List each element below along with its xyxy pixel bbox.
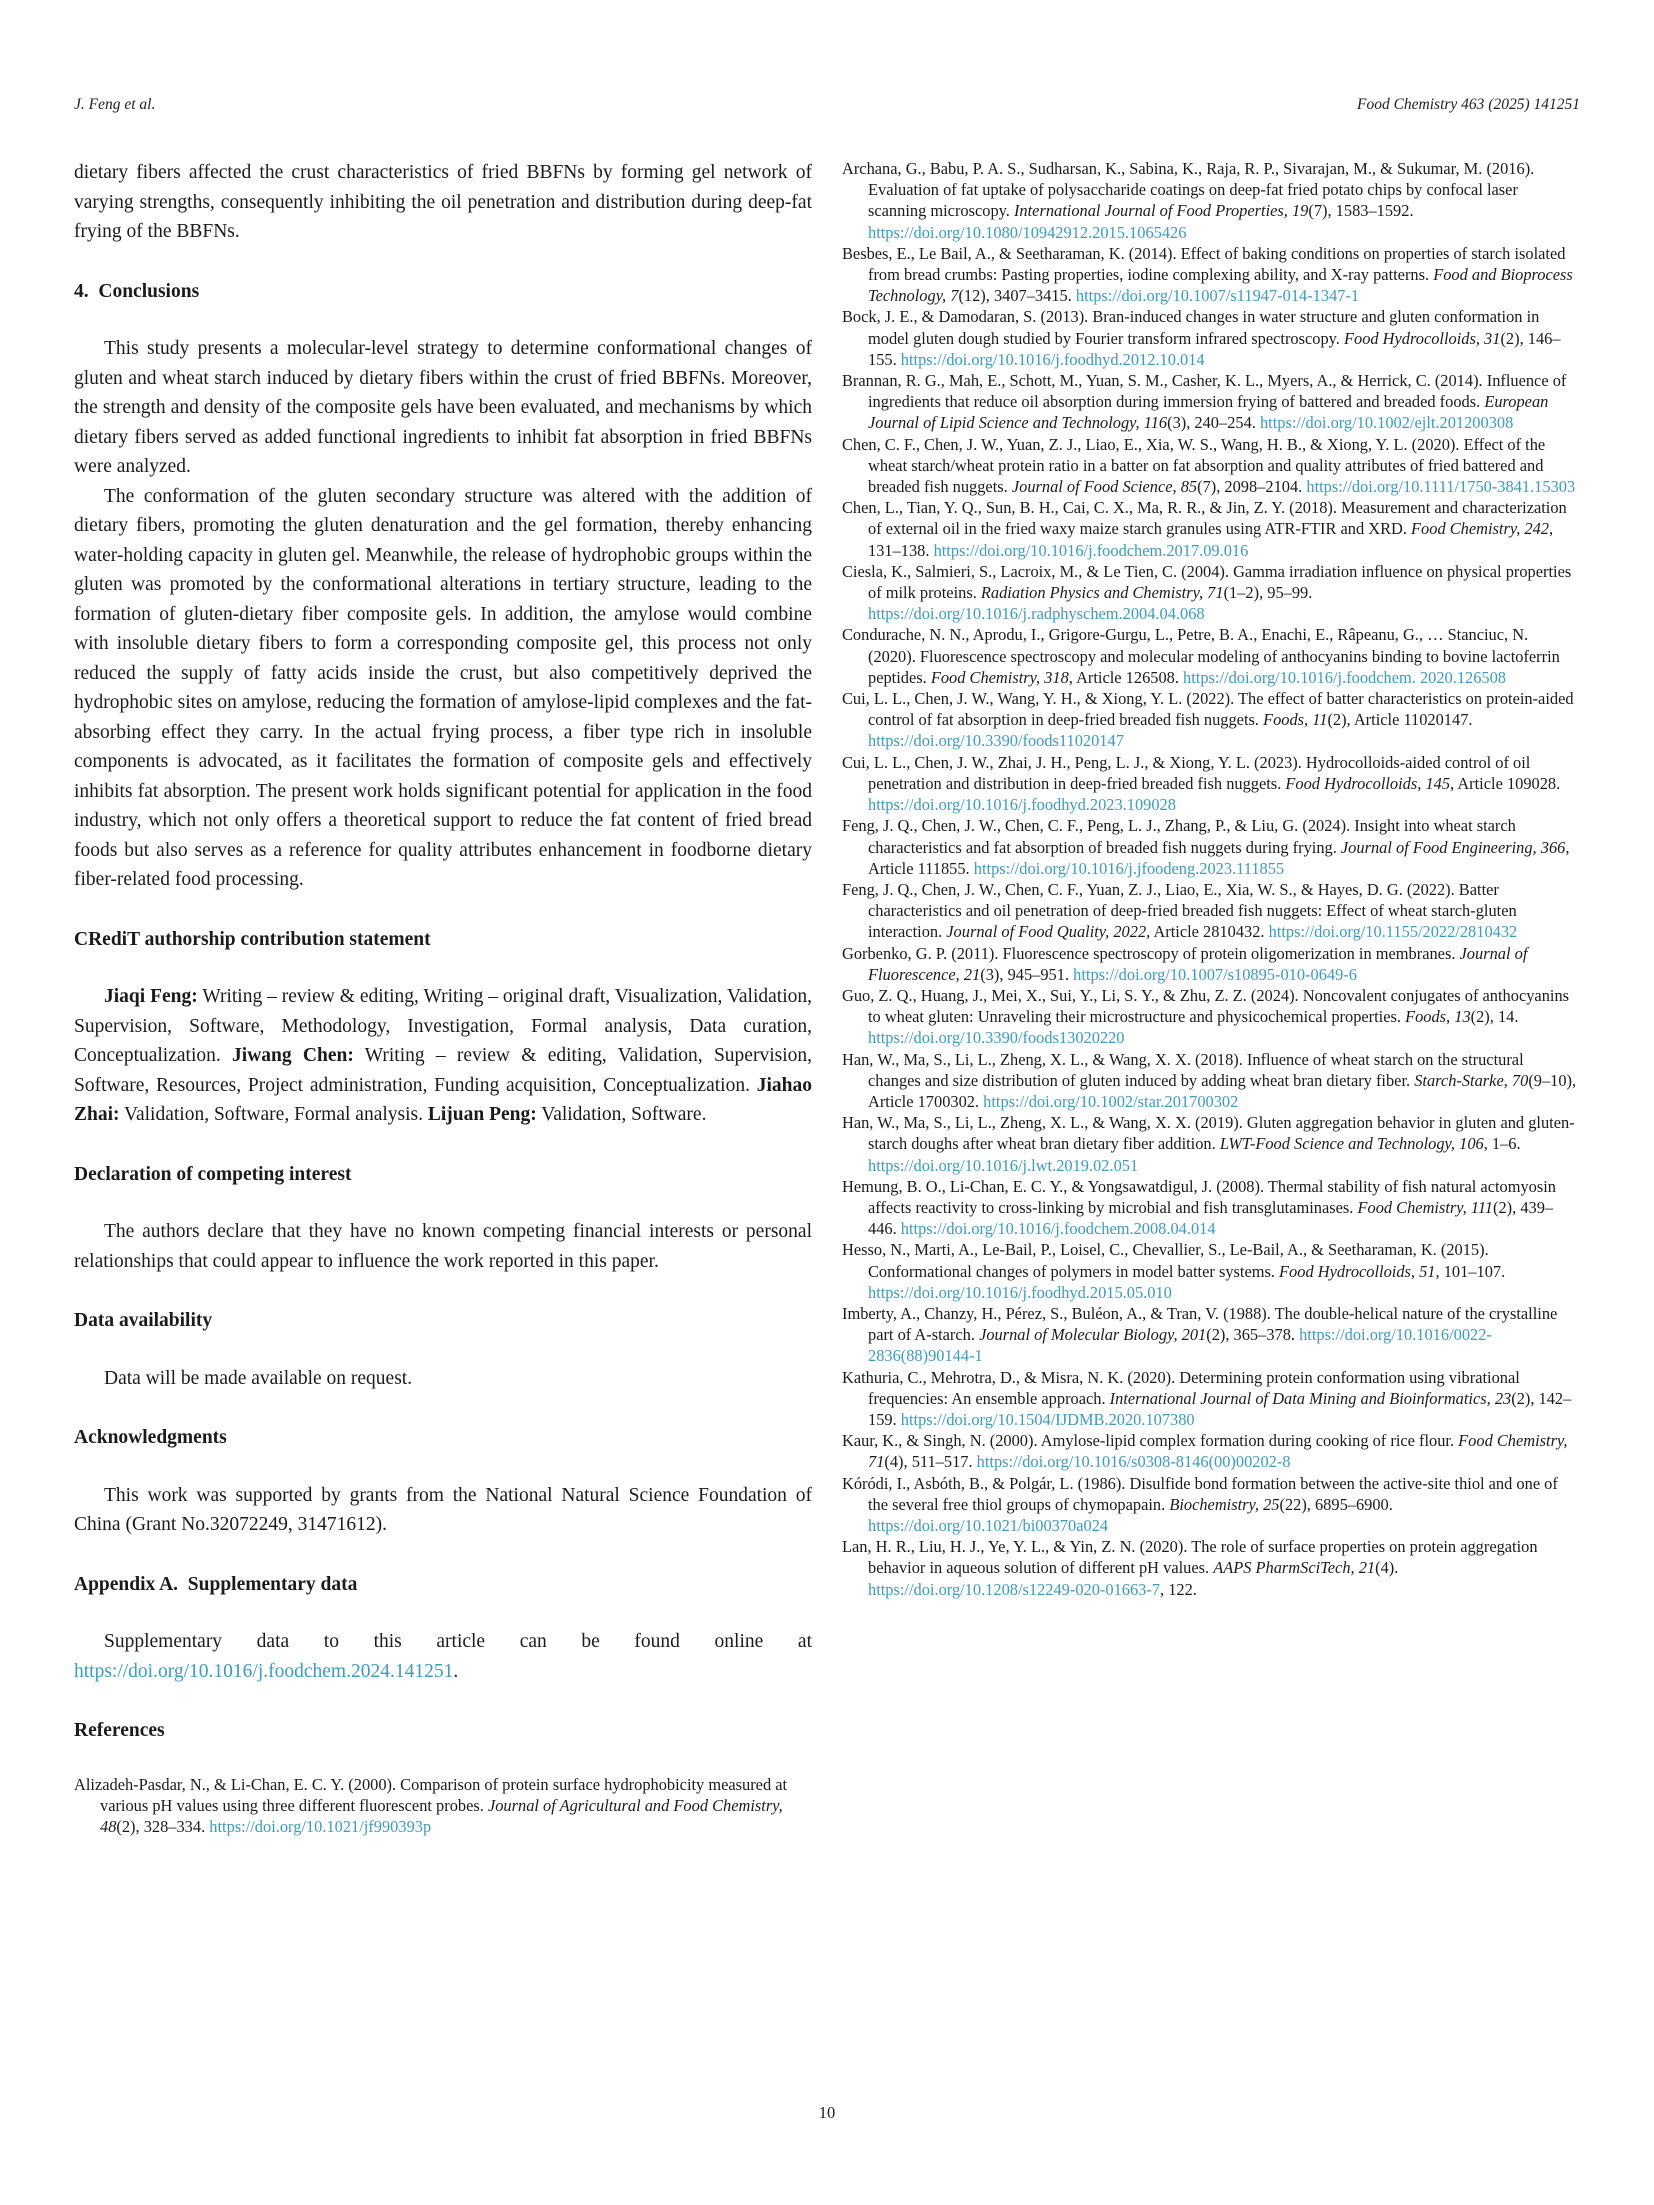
text-run: Lan, H. R., Liu, H. J., Ye, Y. L., & Yin, Z. N. (2020). The role of surface properties on protein aggregation behavior in aqueous solution of different pH values. — [842, 1537, 1538, 1578]
text-run: (3), 945–951. — [980, 964, 1074, 984]
text-run: Journal of Food Science, 85 — [1011, 477, 1198, 497]
doi-link[interactable]: https://doi.org/10.1080/10942912.2015.1065426 — [868, 222, 1187, 242]
text-run: (7), 2098–2104. — [1197, 477, 1307, 497]
text-run: International Journal of Food Properties, 19 — [1013, 201, 1309, 221]
text-run: (3), 240–254. — [1167, 413, 1260, 433]
text-run: Kaur, K., & Singh, N. (2000). Amylose-lipid complex formation during cooking of rice flour. — [842, 1431, 1459, 1451]
text-run: Validation, Software, Formal analysis. — [119, 1104, 428, 1125]
section-heading: Acknowledgments — [74, 1427, 227, 1448]
text-run: Chen, L., Tian, Y. Q., Sun, B. H., Cai, C. X., Ma, R. R., & Jin, Z. Y. (2018). Measurement and characterization of external oil in the fried waxy maize starch granules using ATR-FTIR and XRD. — [842, 498, 1567, 539]
text-run: , Article 111855. — [868, 837, 1570, 878]
text-run: Writing – review & editing, Validation, Supervision, Software, Resources, Project administration, Funding acquisition, Conceptualization. — [74, 1045, 812, 1096]
doi-link[interactable]: https://doi.org/10.1016/j.foodchem.2017.09.016 — [933, 540, 1249, 560]
reference-entry — [842, 815, 1580, 879]
text-run: (2), Article 11020147. — [1327, 710, 1473, 730]
doi-link[interactable]: https://doi.org/10.3390/foods11020147 — [868, 731, 1124, 751]
text-run: The authors declare that they have no known competing financial interests or personal relationships that could appear to influence the work reported in this paper. — [74, 1221, 812, 1272]
text-run: Journal of Molecular Biology, 201 — [979, 1325, 1207, 1345]
reference-entry — [842, 1239, 1580, 1303]
text-run: . — [453, 1660, 459, 1682]
section-heading: 4. Conclusions — [74, 280, 200, 302]
reference-entry — [842, 879, 1580, 943]
doi-link[interactable]: https://doi.org/10.1016/j.jfoodeng.2023.111855 — [973, 858, 1285, 878]
reference-entry — [842, 497, 1580, 561]
reference-entry — [74, 1774, 812, 1838]
doi-link[interactable]: https://doi.org/10.1016/j.foodchem. 2020.126508 — [1183, 667, 1506, 687]
text-run: Feng, J. Q., Chen, J. W., Chen, C. F., Peng, L. J., Zhang, P., & Liu, G. (2024). Insight into wheat starch characteristics and fat absorption of breaded fish nuggets during frying. — [842, 816, 1516, 857]
doi-link[interactable]: https://doi.org/10.1155/2022/2810432 — [1268, 922, 1518, 942]
reference-entry — [842, 561, 1580, 625]
text-run: Han, W., Ma, S., Li, L., Zheng, X. L., & Wang, X. X. (2019). Gluten aggregation behavior in gluten and gluten-starch doughs after wheat bran dietary fiber addition. — [842, 1113, 1575, 1154]
text-run: Food Hydrocolloids, 51 — [1279, 1261, 1436, 1281]
body-paragraph — [74, 1364, 812, 1394]
text-run: Food and Bioprocess Technology, 7 — [868, 265, 1573, 306]
text-run: Han, W., Ma, S., Li, L., Zheng, X. L., & Wang, X. X. (2018). Influence of wheat starch on the structural changes and size distribution of gluten induced by adding wheat bran dietary fiber. — [842, 1049, 1524, 1090]
section-heading: References — [74, 1720, 165, 1741]
text-run: (12), 3407–3415. — [958, 286, 1076, 306]
doi-link[interactable]: https://doi.org/10.1007/s11947-014-1347-1 — [1075, 286, 1360, 306]
text-run: Bock, J. E., & Damodaran, S. (2013). Bran-induced changes in water structure and gluten conformation in model gluten dough studied by Fourier transform infrared spectroscopy. — [842, 307, 1540, 348]
right-column — [842, 158, 1580, 1837]
text-run: Chen, C. F., Chen, J. W., Yuan, Z. J., Liao, E., Xia, W. S., Wang, H. B., & Xiong, Y. L. (2020). Effect of the wheat starch/wheat protein ratio in a batter on fat absorption and quality attributes of fried battered and breaded fish nuggets. — [842, 434, 1546, 497]
reference-entry — [842, 624, 1580, 688]
body-paragraph — [74, 482, 812, 895]
text-run: (4), 511–517. — [884, 1452, 977, 1472]
reference-entry — [842, 1473, 1580, 1537]
text-run: (2), 14. — [1470, 1007, 1519, 1027]
doi-link[interactable]: https://doi.org/10.1111/1750-3841.15303 — [1306, 477, 1576, 497]
text-run: (2), 142–159. — [868, 1388, 1572, 1429]
text-run: Jiwang Chen: — [232, 1045, 354, 1066]
text-run: Food Hydrocolloids, 31 — [1343, 328, 1501, 348]
reference-entry — [842, 985, 1580, 1049]
text-run: (2), 365–378. — [1206, 1325, 1300, 1345]
running-author: J. Feng et al. — [74, 96, 156, 113]
section-heading: Declaration of competing interest — [74, 1163, 352, 1185]
page-header — [74, 96, 1580, 114]
text-run: Jiahao Zhai: — [74, 1074, 812, 1125]
doi-link[interactable]: https://doi.org/10.3390/foods13020220 — [868, 1028, 1125, 1048]
text-run: Validation, Software. — [536, 1104, 707, 1125]
text-run: Imberty, A., Chanzy, H., Pérez, S., Buléon, A., & Tran, V. (1988). The double-helical nature of the crystalline part of A-starch. — [842, 1303, 1558, 1345]
text-run: Food Chemistry, 111 — [1357, 1197, 1494, 1217]
text-run: , Article 109028. — [1450, 773, 1561, 793]
doi-link[interactable]: https://doi.org/10.1016/j.foodhyd.2015.05.010 — [868, 1282, 1172, 1302]
text-run: Food Hydrocolloids, 145 — [1285, 773, 1451, 793]
doi-link[interactable]: https://doi.org/10.1016/j.foodhyd.2012.10.014 — [900, 349, 1205, 369]
reference-entry — [842, 1049, 1580, 1113]
text-run: Foods, 13 — [1405, 1007, 1471, 1027]
doi-link[interactable]: https://doi.org/10.1021/jf990393p — [209, 1816, 432, 1836]
reference-entry — [842, 1176, 1580, 1240]
doi-link[interactable]: https://doi.org/10.1016/j.foodchem.2008.04.014 — [900, 1219, 1216, 1239]
reference-entry — [842, 1303, 1580, 1367]
text-run: Journal of Food Quality, 2022 — [946, 922, 1147, 942]
text-run: International Journal of Data Mining and Bioinformatics, 23 — [1109, 1388, 1512, 1408]
text-run: Brannan, R. G., Mah, E., Schott, M., Yuan, S. M., Casher, K. L., Myers, A., & Herrick, C. (2014). Influence of ingredients that reduce oil absorption during immersion frying of battered and breaded foods. — [842, 371, 1567, 412]
text-run: Guo, Z. Q., Huang, J., Mei, X., Sui, Y., Li, S. Y., & Zhu, Z. Z. (2024). Noncovalent conjugates of anthocyanins to wheat gluten: Unraveling their microstructure and physicochemical properties. — [842, 985, 1570, 1027]
doi-link[interactable]: https://doi.org/10.1007/s10895-010-0649-6 — [1073, 964, 1357, 984]
text-run: (2), 439–446. — [868, 1197, 1554, 1239]
body-paragraph — [74, 1217, 812, 1276]
reference-entry — [842, 752, 1580, 816]
text-run: Biochemistry, 25 — [1169, 1494, 1280, 1514]
doi-link[interactable]: https://doi.org/10.1016/s0308-8146(00)00202-8 — [976, 1452, 1291, 1472]
body-paragraph — [74, 1627, 812, 1686]
reference-entry — [842, 243, 1580, 307]
body-paragraph — [74, 982, 812, 1130]
text-run: Ciesla, K., Salmieri, S., Lacroix, M., & Le Tien, C. (2004). Gamma irradiation influence on physical properties of milk proteins. — [842, 561, 1572, 603]
text-run: (2), 146–155. — [868, 328, 1561, 369]
text-run: Alizadeh-Pasdar, N., & Li-Chan, E. C. Y. (2000). Comparison of protein surface hydrophobicity measured at various pH values using three different fluorescent probes. — [74, 1774, 788, 1815]
reference-entry — [842, 306, 1580, 370]
reference-entry — [842, 1112, 1580, 1176]
text-run: dietary fibers affected the crust characteristics of fried BBFNs by forming gel network of varying strengths, consequently inhibiting the oil penetration and distribution during deep-fat frying of the BBFNs. — [74, 162, 812, 242]
reference-entry — [842, 688, 1580, 752]
reference-entry — [842, 1430, 1580, 1472]
text-run: Data will be made available on request. — [104, 1367, 413, 1389]
text-run: Kóródi, I., Asbóth, B., & Polgár, L. (1986). Disulfide bond formation between the active-site thiol and one of the several free thiol groups of chymopapain. — [842, 1473, 1558, 1514]
reference-entry — [842, 1367, 1580, 1431]
text-run: AAPS PharmSciTech, 21 — [1213, 1558, 1376, 1578]
doi-link[interactable]: https://doi.org/10.1208/s12249-020-01663-7 — [868, 1579, 1160, 1599]
doi-link[interactable]: https://doi.org/10.1021/bi00370a024 — [868, 1516, 1109, 1535]
doi-link[interactable]: https://doi.org/10.1016/j.radphyschem.2004.04.068 — [868, 604, 1205, 624]
text-run: LWT-Food Science and Technology, 106 — [1219, 1134, 1484, 1154]
text-run: Journal of Agricultural and Food Chemistry, 48 — [100, 1795, 783, 1836]
text-run: Food Chemistry, 71 — [868, 1431, 1568, 1472]
reference-entry — [842, 370, 1580, 434]
text-run: Radiation Physics and Chemistry, 71 — [980, 583, 1224, 603]
text-run: , Article 126508. — [1068, 667, 1184, 687]
text-run: Besbes, E., Le Bail, A., & Seetharaman, K. (2014). Effect of baking conditions on properties of starch isolated from bread crumbs: Pasting properties, iodine complexing ability, and X-ray patterns. — [842, 243, 1566, 285]
reference-entry — [842, 434, 1580, 498]
body-paragraph — [74, 334, 812, 482]
text-run: Food Chemistry, 318 — [930, 667, 1069, 687]
section-heading: CRediT authorship contribution statement — [74, 928, 431, 950]
body-paragraph — [74, 158, 812, 247]
text-run: Journal of Food Engineering, 366 — [1340, 837, 1566, 857]
doi-link[interactable]: https://doi.org/10.1016/0022-2836(88)90144-1 — [868, 1325, 1492, 1366]
text-run: Lijuan Peng: — [427, 1104, 537, 1125]
text-run: The conformation of the gluten secondary structure was altered with the addition of dietary fibers, promoting the gluten denaturation and the gel formation, thereby enhancing water-holding capacity in gluten gel. Meanwhile, the release of hydrophobic groups within the gluten was promoted by the conformational alterations in tertiary structure, leading to the formation of gluten-dietary fiber composite gels. In addition, the amylose would combine with insoluble dietary fibers to form a corresponding composite gel, this process not only reduced the supply of fatty acids inside the crust, but also competitively deprived the hydrophobic sites on amylose, reducing the formation of amylose-lipid complexes and the fat-absorbing effect they carry. In the actual frying process, a fiber type rich in insoluble components is advocated, as it facilitates the formation of composite gels and effectively inhibits fat absorption. The present work holds significant potential for application in the food industry, which not only offers a theoretical support to reduce the fat content of fried bread foods but also serves as a reference for quality attributes enhancement in foodborne dietary fiber-related food processing. — [74, 485, 812, 890]
text-run: Archana, G., Babu, P. A. S., Sudharsan, K., Sabina, K., Raja, R. P., Sivarajan, M., & Sukumar, M. (2016). Evaluation of fat uptake of polysaccharide coatings on deep-fat fried potato chips by confocal laser scanning microscopy. — [842, 159, 1535, 221]
text-run: Writing – review & editing, Writing – original draft, Visualization, Validation, Supervision, Software, Methodology, Investigation, Formal analysis, Data curation, Conceptualization. — [74, 986, 812, 1066]
text-run: European Journal of Lipid Science and Technology, 116 — [868, 392, 1549, 433]
text-run: (1–2), 95–99. — [1223, 583, 1313, 603]
doi-link[interactable]: https://doi.org/10.1002/star.201700302 — [983, 1091, 1239, 1111]
text-run: Hesso, N., Marti, A., Le-Bail, P., Loisel, C., Chevallier, S., Le-Bail, A., & Seetharaman, K. (2015). Conformational changes of polymers in model batter systems. — [842, 1240, 1489, 1281]
doi-link[interactable]: https://doi.org/10.1016/j.foodchem.2024.141251 — [74, 1660, 454, 1682]
text-run: Jiaqi Feng: — [104, 986, 198, 1007]
section-heading: Data availability — [74, 1310, 213, 1331]
text-run: , 1–6. — [1483, 1134, 1521, 1154]
text-run: Gorbenko, G. P. (2011). Fluorescence spectroscopy of protein oligomerization in membranes. — [842, 943, 1460, 963]
text-run: (4). — [1375, 1558, 1399, 1578]
text-run: Journal of Fluorescence, 21 — [868, 943, 1528, 984]
doi-link[interactable]: https://doi.org/10.1002/ejlt.201200308 — [1259, 413, 1514, 433]
text-run: , 122. — [1160, 1579, 1197, 1599]
text-run: Hemung, B. O., Li-Chan, E. C. Y., & Yongsawatdigul, J. (2008). Thermal stability of fish natural actomyosin affects reactivity to cross-linking by microbial and fish transglutaminases. — [842, 1176, 1556, 1217]
text-run: Starch-Starke, 70 — [1414, 1070, 1529, 1090]
journal-citation: Food Chemistry 463 (2025) 141251 — [1356, 96, 1580, 113]
text-run: (22), 6895–6900. — [1279, 1494, 1393, 1514]
text-run: This work was supported by grants from the National Natural Science Foundation of China (Grant No.32072249, 31471612). — [74, 1484, 812, 1535]
reference-entry — [842, 1536, 1580, 1600]
text-run: , Article 2810432. — [1146, 922, 1269, 942]
text-run: Food Chemistry, 242 — [1411, 519, 1549, 539]
section-heading: Appendix A. Supplementary data — [74, 1573, 358, 1595]
two-column-body — [74, 158, 1580, 1837]
text-run: (9–10), Article 1700302. — [868, 1070, 1577, 1111]
text-run: Cui, L. L., Chen, J. W., Zhai, J. H., Peng, L. J., & Xiong, Y. L. (2023). Hydrocolloids-aided control of oil penetration and distribution in deep-fried breaded fish nuggets. — [842, 752, 1531, 793]
doi-link[interactable]: https://doi.org/10.1504/IJDMB.2020.107380 — [900, 1409, 1195, 1429]
text-run: , 101–107. — [1435, 1261, 1506, 1281]
text-run: This study presents a molecular-level strategy to determine conformational changes of gluten and wheat starch induced by dietary fibers within the crust of fried BBFNs. Moreover, the strength and density of the composite gels have been evaluated, and mechanisms by which dietary fibers served as added functional ingredients to inhibit fat absorption in fried BBFNs were analyzed. — [74, 338, 812, 477]
page-number: 10 — [818, 2103, 836, 2122]
text-run: Feng, J. Q., Chen, J. W., Chen, C. F., Yuan, Z. J., Liao, E., Xia, W. S., & Hayes, D. G. (2022). Batter characteristics and oil penetration of deep-fried breaded fish nuggets: Effect of wheat starch-gluten interaction. — [842, 879, 1517, 942]
text-run: Supplementary data to this article can be found online at — [104, 1631, 812, 1652]
text-run: (7), 1583–1592. — [1308, 201, 1414, 221]
reference-entry — [842, 158, 1580, 243]
text-run: (2), 328–334. — [116, 1816, 210, 1836]
reference-entry — [842, 943, 1580, 985]
doi-link[interactable]: https://doi.org/10.1016/j.lwt.2019.02.051 — [868, 1155, 1139, 1175]
left-column — [74, 158, 812, 1837]
text-run: Kathuria, C., Mehrotra, D., & Misra, N. K. (2020). Determining protein conformation using vibrational frequencies: An ensemble approach. — [842, 1367, 1520, 1408]
text-run: Condurache, N. N., Aprodu, I., Grigore-Gurgu, L., Petre, B. A., Enachi, E., Râpeanu, G., … Stanciuc, N. (2020). Fluorescence spectroscopy and molecular modeling of anthocyanins binding to bovine lactoferrin peptides. — [842, 625, 1560, 687]
doi-link[interactable]: https://doi.org/10.1016/j.foodhyd.2023.109028 — [868, 795, 1176, 815]
text-run: Cui, L. L., Chen, J. W., Wang, Y. H., & Xiong, Y. L. (2022). The effect of batter characteristics on protein-aided control of fat absorption in deep-fried breaded fish nuggets. — [842, 689, 1574, 730]
text-run: , 131–138. — [868, 519, 1554, 560]
text-run: Foods, 11 — [1263, 710, 1328, 730]
body-paragraph — [74, 1481, 812, 1540]
